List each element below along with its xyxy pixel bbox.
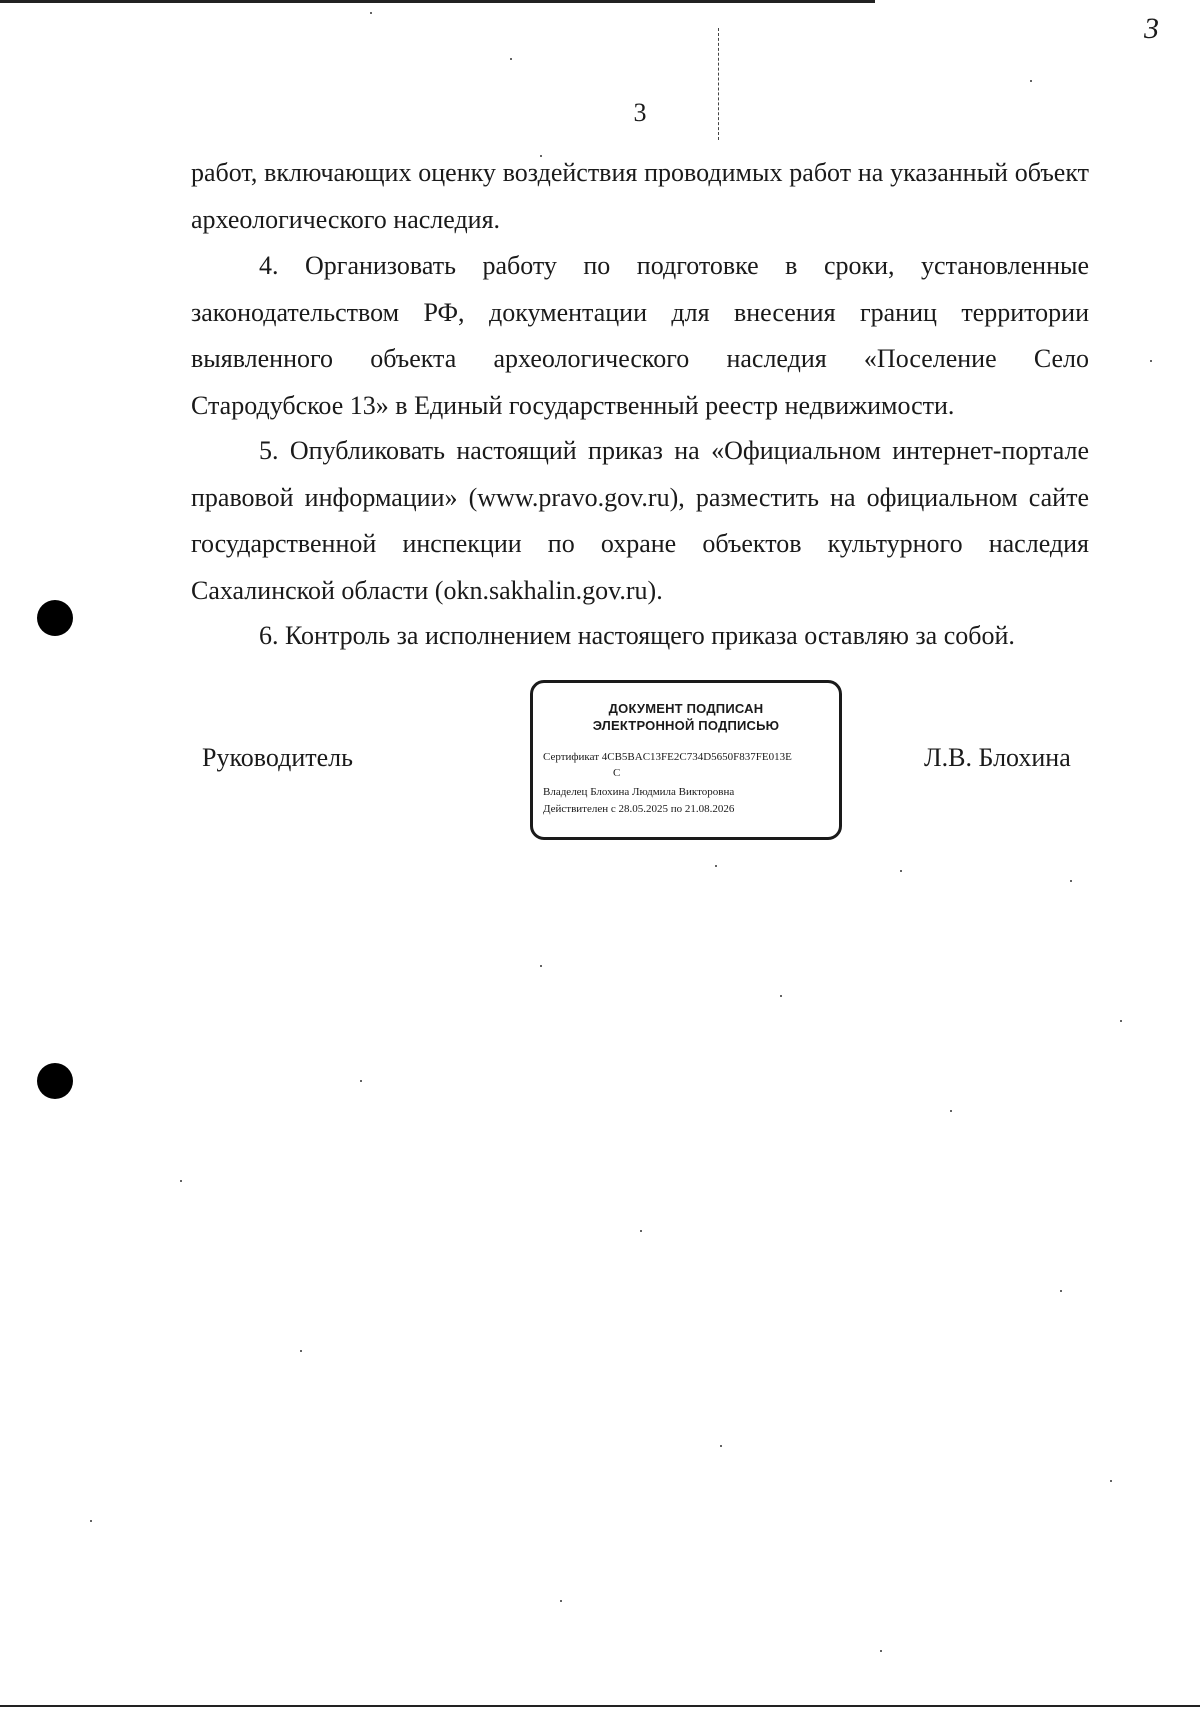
- stamp-title-line-2: ЭЛЕКТРОННОЙ ПОДПИСЬЮ: [592, 718, 780, 733]
- scan-speck: [715, 865, 717, 867]
- punch-hole-top: [37, 600, 73, 636]
- paragraph-item-6: 6. Контроль за исполнением настоящего приказа оставляю за собой.: [259, 621, 1015, 650]
- signer-name: Л.В. Блохина: [924, 743, 1071, 772]
- scan-speck: [720, 1445, 722, 1447]
- stamp-certificate-continuation: C: [613, 767, 621, 779]
- signer-position: Руководитель: [202, 743, 353, 772]
- paragraph-continuation: работ, включающих оценку воздействия проводимых работ на указанный объект археологического наследия.: [191, 158, 1089, 234]
- scan-speck: [1110, 1480, 1112, 1482]
- electronic-signature-stamp: [530, 680, 842, 840]
- scan-speck: [1120, 1020, 1122, 1022]
- page-number: 3: [633, 98, 647, 127]
- scan-speck: [300, 1350, 302, 1352]
- scan-speck: [180, 1180, 182, 1182]
- scan-speck: [370, 12, 372, 14]
- scan-speck: [880, 1650, 882, 1652]
- scan-speck: [90, 1520, 92, 1522]
- scan-speck: [1070, 880, 1072, 882]
- punch-hole-bottom: [37, 1063, 73, 1099]
- scan-speck: [640, 1230, 642, 1232]
- stamp-validity: Действителен с 28.05.2025 по 21.08.2026: [543, 803, 735, 815]
- fold-line: [718, 28, 720, 140]
- stamp-certificate: Сертификат 4CB5BAC13FE2C734D5650F837FE013E: [543, 751, 792, 763]
- bottom-scan-edge: [0, 1705, 1200, 1707]
- scan-speck: [900, 870, 902, 872]
- paragraph-item-4: 4. Организовать работу по подготовке в сроки, установленные законодательством РФ, документации для внесения границ территории выявленного объекта археологического наследия «Поселение Село Стародубское 13» в Единый государственный реестр недвижимости.: [191, 251, 1089, 420]
- scan-speck: [510, 58, 512, 60]
- scan-speck: [1030, 80, 1032, 82]
- top-scan-edge: [0, 0, 875, 3]
- scan-speck: [1060, 1290, 1062, 1292]
- stamp-title-line-1: ДОКУМЕНТ ПОДПИСАН: [608, 701, 764, 716]
- scan-speck: [950, 1110, 952, 1112]
- scan-speck: [1150, 360, 1152, 362]
- stamp-owner: Владелец Блохина Людмила Викторовна: [543, 786, 735, 798]
- scan-speck: [540, 965, 542, 967]
- scan-speck: [780, 995, 782, 997]
- scan-speck: [360, 1080, 362, 1082]
- handwritten-page-mark: 3: [1144, 12, 1159, 45]
- scan-speck: [560, 1600, 562, 1602]
- paragraph-item-5: 5. Опубликовать настоящий приказ на «Официальном интернет-портале правовой информации» (www.pravo.gov.ru), разместить на официальном сайте государственной инспекции по охране объектов культурного наследия Сахалинской области (okn.sakhalin.gov.ru).: [191, 436, 1089, 605]
- scan-speck: [540, 155, 542, 157]
